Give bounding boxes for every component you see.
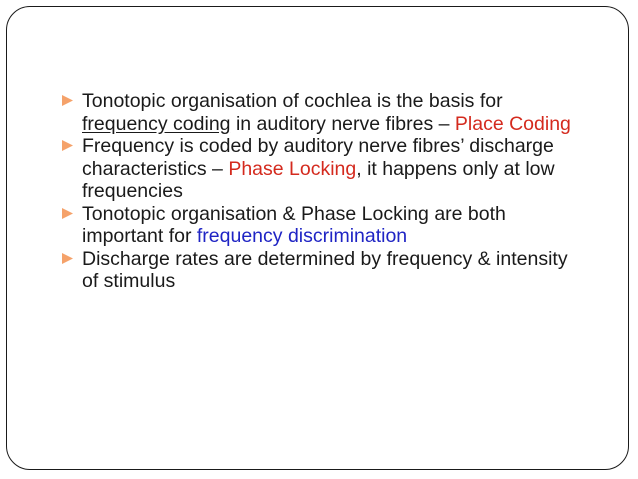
bullet-frequency-discrimination bbox=[62, 203, 582, 248]
bullet-icon bbox=[62, 253, 73, 264]
bullet-list bbox=[62, 90, 582, 293]
bullet-text: Tonotopic organisation of cochlea is the basis for bbox=[82, 90, 503, 112]
bullet-text: Discharge rates are determined by frequency & intensity of stimulus bbox=[82, 247, 568, 292]
bullet-text: Tonotopic organisation & Phase Locking are both important for bbox=[82, 202, 506, 247]
place-coding-term: Place Coding bbox=[454, 112, 571, 135]
bullet-icon bbox=[62, 208, 73, 219]
frequency-discrimination-term: frequency discrimination bbox=[196, 225, 408, 247]
bullet-text: in auditory nerve fibres – bbox=[230, 112, 455, 135]
frequency-coding-term: frequency coding bbox=[82, 112, 231, 135]
bullet-discharge-rates bbox=[62, 248, 582, 293]
bullet-icon bbox=[62, 140, 73, 151]
bullet-text: , it happens only at low frequencies bbox=[82, 157, 555, 202]
bullet-text: Frequency is coded by auditory nerve fibres’ discharge characteristics – bbox=[82, 135, 554, 180]
bullet-place-coding bbox=[62, 90, 582, 135]
bullet-phase-locking bbox=[62, 135, 582, 203]
phase-locking-term: Phase Locking bbox=[228, 157, 357, 180]
bullet-icon bbox=[62, 95, 73, 106]
